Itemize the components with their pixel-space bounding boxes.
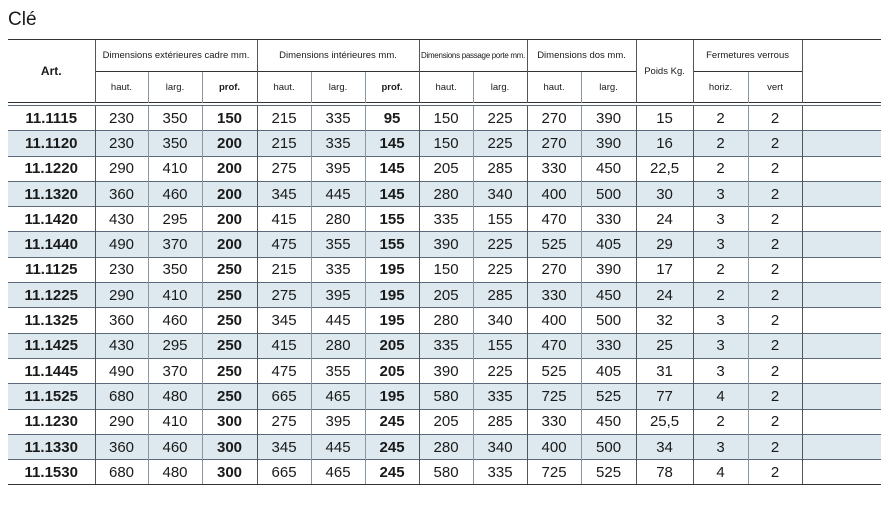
cell-door-haut: 150: [419, 257, 473, 282]
cell-lock-vert: 2: [748, 232, 802, 257]
cell-back-haut: 400: [527, 308, 581, 333]
cell-door-larg: 225: [473, 257, 527, 282]
table-row: [8, 283, 881, 308]
header-int-haut: haut.: [257, 72, 311, 103]
table-row: [8, 207, 881, 232]
cell-empty: [802, 460, 881, 485]
cell-int-larg: 280: [311, 333, 365, 358]
table-row: [8, 384, 881, 409]
cell-weight: 25: [636, 333, 693, 358]
cell-back-larg: 525: [581, 460, 636, 485]
cell-door-haut: 280: [419, 434, 473, 459]
cell-lock-horiz: 4: [693, 460, 748, 485]
cell-ext-larg: 295: [148, 207, 202, 232]
cell-door-larg: 340: [473, 181, 527, 206]
cell-lock-vert: 2: [748, 106, 802, 131]
cell-ext-prof: 250: [202, 333, 257, 358]
cell-back-larg: 390: [581, 106, 636, 131]
header-lock-vert: vert: [748, 72, 802, 103]
cell-lock-vert: 2: [748, 181, 802, 206]
cell-back-larg: 500: [581, 434, 636, 459]
cell-lock-horiz: 3: [693, 232, 748, 257]
cell-empty: [802, 358, 881, 383]
cell-empty: [802, 106, 881, 131]
cell-weight: 24: [636, 207, 693, 232]
cell-int-larg: 445: [311, 434, 365, 459]
cell-door-larg: 225: [473, 358, 527, 383]
cell-back-haut: 270: [527, 257, 581, 282]
cell-int-prof: 205: [365, 358, 419, 383]
cell-int-prof: 195: [365, 308, 419, 333]
cell-weight: 34: [636, 434, 693, 459]
cell-empty: [802, 181, 881, 206]
cell-empty: [802, 384, 881, 409]
cell-door-larg: 285: [473, 409, 527, 434]
cell-door-larg: 285: [473, 156, 527, 181]
cell-ext-haut: 680: [95, 384, 148, 409]
cell-int-larg: 445: [311, 308, 365, 333]
cell-int-larg: 395: [311, 156, 365, 181]
cell-ext-prof: 250: [202, 384, 257, 409]
cell-ext-prof: 300: [202, 434, 257, 459]
header-back-haut: haut.: [527, 72, 581, 103]
cell-int-larg: 335: [311, 257, 365, 282]
cell-lock-horiz: 4: [693, 384, 748, 409]
cell-door-larg: 225: [473, 106, 527, 131]
cell-ext-larg: 410: [148, 283, 202, 308]
cell-ext-haut: 430: [95, 207, 148, 232]
cell-int-prof: 155: [365, 232, 419, 257]
cell-lock-horiz: 3: [693, 308, 748, 333]
cell-back-haut: 725: [527, 384, 581, 409]
cell-lock-vert: 2: [748, 257, 802, 282]
cell-ext-haut: 490: [95, 358, 148, 383]
table-row: [8, 409, 881, 434]
cell-door-haut: 205: [419, 283, 473, 308]
cell-lock-horiz: 2: [693, 156, 748, 181]
cell-lock-vert: 2: [748, 333, 802, 358]
cell-weight: 24: [636, 283, 693, 308]
cell-ext-larg: 295: [148, 333, 202, 358]
cell-art: 11.1115: [8, 106, 95, 131]
cell-ext-haut: 360: [95, 434, 148, 459]
cell-ext-prof: 200: [202, 181, 257, 206]
cell-lock-vert: 2: [748, 131, 802, 156]
cell-weight: 17: [636, 257, 693, 282]
table-row: [8, 460, 881, 485]
header-weight: Poids Kg.: [636, 40, 693, 103]
cell-door-larg: 335: [473, 384, 527, 409]
table-row: [8, 106, 881, 131]
cell-int-haut: 475: [257, 232, 311, 257]
header-door-haut: haut.: [419, 72, 473, 103]
cell-door-haut: 335: [419, 333, 473, 358]
cell-lock-vert: 2: [748, 308, 802, 333]
cell-back-haut: 525: [527, 232, 581, 257]
cell-ext-haut: 230: [95, 257, 148, 282]
cell-int-prof: 245: [365, 409, 419, 434]
cell-art: 11.1440: [8, 232, 95, 257]
cell-art: 11.1320: [8, 181, 95, 206]
cell-int-haut: 345: [257, 434, 311, 459]
cell-door-haut: 205: [419, 156, 473, 181]
cell-empty: [802, 207, 881, 232]
cell-door-haut: 150: [419, 131, 473, 156]
cell-back-haut: 330: [527, 283, 581, 308]
cell-lock-vert: 2: [748, 358, 802, 383]
cell-art: 11.1525: [8, 384, 95, 409]
cell-back-haut: 725: [527, 460, 581, 485]
table-row: [8, 333, 881, 358]
cell-lock-horiz: 2: [693, 131, 748, 156]
cell-lock-horiz: 3: [693, 358, 748, 383]
table-body: [8, 106, 881, 485]
cell-door-larg: 335: [473, 460, 527, 485]
cell-int-larg: 335: [311, 106, 365, 131]
header-back-larg: larg.: [581, 72, 636, 103]
cell-lock-horiz: 2: [693, 106, 748, 131]
cell-int-larg: 355: [311, 358, 365, 383]
cell-ext-larg: 410: [148, 156, 202, 181]
cell-ext-prof: 250: [202, 308, 257, 333]
header-group-back: Dimensions dos mm.: [527, 40, 636, 72]
cell-door-haut: 280: [419, 181, 473, 206]
cell-int-larg: 335: [311, 131, 365, 156]
cell-ext-larg: 370: [148, 232, 202, 257]
cell-art: 11.1425: [8, 333, 95, 358]
cell-lock-vert: 2: [748, 434, 802, 459]
cell-ext-prof: 200: [202, 131, 257, 156]
cell-door-larg: 225: [473, 131, 527, 156]
cell-int-haut: 275: [257, 409, 311, 434]
cell-int-haut: 275: [257, 156, 311, 181]
cell-lock-vert: 2: [748, 384, 802, 409]
spec-table: [8, 39, 881, 485]
cell-int-larg: 355: [311, 232, 365, 257]
cell-empty: [802, 131, 881, 156]
cell-door-haut: 205: [419, 409, 473, 434]
cell-back-haut: 400: [527, 434, 581, 459]
cell-back-larg: 450: [581, 283, 636, 308]
cell-lock-horiz: 2: [693, 257, 748, 282]
table-row: [8, 308, 881, 333]
cell-back-haut: 525: [527, 358, 581, 383]
cell-int-haut: 215: [257, 106, 311, 131]
cell-weight: 25,5: [636, 409, 693, 434]
cell-door-haut: 390: [419, 358, 473, 383]
cell-back-larg: 525: [581, 384, 636, 409]
cell-door-haut: 335: [419, 207, 473, 232]
cell-weight: 32: [636, 308, 693, 333]
cell-int-larg: 445: [311, 181, 365, 206]
table-row: [8, 131, 881, 156]
cell-ext-haut: 490: [95, 232, 148, 257]
cell-ext-prof: 300: [202, 409, 257, 434]
cell-weight: 22,5: [636, 156, 693, 181]
cell-ext-prof: 250: [202, 257, 257, 282]
cell-ext-larg: 350: [148, 106, 202, 131]
cell-weight: 31: [636, 358, 693, 383]
cell-art: 11.1530: [8, 460, 95, 485]
cell-ext-haut: 680: [95, 460, 148, 485]
header-int-larg: larg.: [311, 72, 365, 103]
cell-lock-vert: 2: [748, 156, 802, 181]
cell-back-larg: 500: [581, 181, 636, 206]
table-row: [8, 232, 881, 257]
cell-door-larg: 225: [473, 232, 527, 257]
cell-art: 11.1225: [8, 283, 95, 308]
cell-empty: [802, 156, 881, 181]
cell-back-haut: 270: [527, 131, 581, 156]
cell-int-prof: 145: [365, 156, 419, 181]
cell-int-prof: 195: [365, 257, 419, 282]
cell-art: 11.1325: [8, 308, 95, 333]
header-group-door-passage: Dimensions passage porte mm.: [419, 40, 527, 72]
cell-ext-haut: 290: [95, 409, 148, 434]
cell-back-haut: 270: [527, 106, 581, 131]
cell-ext-prof: 200: [202, 156, 257, 181]
cell-ext-larg: 460: [148, 434, 202, 459]
cell-art: 11.1230: [8, 409, 95, 434]
header-group-locks: Fermetures verrous: [693, 40, 802, 72]
cell-art: 11.1220: [8, 156, 95, 181]
cell-art: 11.1445: [8, 358, 95, 383]
cell-int-haut: 415: [257, 333, 311, 358]
cell-int-larg: 395: [311, 409, 365, 434]
cell-back-larg: 500: [581, 308, 636, 333]
cell-art: 11.1330: [8, 434, 95, 459]
cell-lock-vert: 2: [748, 409, 802, 434]
cell-weight: 78: [636, 460, 693, 485]
cell-back-larg: 330: [581, 207, 636, 232]
cell-int-prof: 145: [365, 131, 419, 156]
cell-ext-prof: 150: [202, 106, 257, 131]
cell-weight: 16: [636, 131, 693, 156]
cell-lock-horiz: 3: [693, 181, 748, 206]
cell-ext-prof: 200: [202, 207, 257, 232]
cell-ext-larg: 350: [148, 257, 202, 282]
cell-int-haut: 665: [257, 384, 311, 409]
cell-ext-haut: 430: [95, 333, 148, 358]
header-int-prof: prof.: [365, 72, 419, 103]
cell-back-haut: 400: [527, 181, 581, 206]
cell-ext-prof: 200: [202, 232, 257, 257]
page-title: Clé: [8, 9, 37, 30]
cell-int-haut: 215: [257, 131, 311, 156]
cell-back-larg: 390: [581, 257, 636, 282]
cell-int-prof: 205: [365, 333, 419, 358]
cell-int-prof: 195: [365, 384, 419, 409]
cell-int-prof: 195: [365, 283, 419, 308]
cell-ext-larg: 410: [148, 409, 202, 434]
cell-ext-larg: 480: [148, 384, 202, 409]
table-row: [8, 156, 881, 181]
cell-lock-vert: 2: [748, 460, 802, 485]
cell-int-larg: 465: [311, 384, 365, 409]
header-ext-larg: larg.: [148, 72, 202, 103]
cell-lock-horiz: 3: [693, 207, 748, 232]
cell-ext-larg: 480: [148, 460, 202, 485]
cell-empty: [802, 409, 881, 434]
cell-ext-haut: 290: [95, 156, 148, 181]
header-group-exterior: Dimensions extérieures cadre mm.: [95, 40, 257, 72]
cell-int-prof: 245: [365, 434, 419, 459]
cell-int-haut: 275: [257, 283, 311, 308]
cell-int-haut: 215: [257, 257, 311, 282]
cell-door-larg: 340: [473, 308, 527, 333]
cell-lock-horiz: 2: [693, 409, 748, 434]
cell-int-haut: 665: [257, 460, 311, 485]
table-row: [8, 434, 881, 459]
cell-art: 11.1420: [8, 207, 95, 232]
table-header: [8, 40, 881, 106]
cell-weight: 30: [636, 181, 693, 206]
cell-int-prof: 145: [365, 181, 419, 206]
cell-back-larg: 405: [581, 358, 636, 383]
cell-int-haut: 345: [257, 308, 311, 333]
cell-door-haut: 580: [419, 460, 473, 485]
header-ext-haut: haut.: [95, 72, 148, 103]
cell-door-haut: 580: [419, 384, 473, 409]
cell-ext-prof: 250: [202, 358, 257, 383]
cell-ext-larg: 460: [148, 181, 202, 206]
cell-back-larg: 390: [581, 131, 636, 156]
cell-empty: [802, 257, 881, 282]
cell-ext-prof: 250: [202, 283, 257, 308]
cell-lock-vert: 2: [748, 207, 802, 232]
cell-weight: 29: [636, 232, 693, 257]
cell-lock-vert: 2: [748, 283, 802, 308]
cell-ext-prof: 300: [202, 460, 257, 485]
cell-int-larg: 395: [311, 283, 365, 308]
cell-back-haut: 470: [527, 333, 581, 358]
cell-int-haut: 345: [257, 181, 311, 206]
table-row: [8, 181, 881, 206]
cell-lock-horiz: 2: [693, 283, 748, 308]
header-art: Art.: [8, 40, 95, 103]
cell-back-larg: 405: [581, 232, 636, 257]
cell-door-larg: 155: [473, 207, 527, 232]
cell-ext-haut: 230: [95, 106, 148, 131]
cell-ext-haut: 230: [95, 131, 148, 156]
cell-weight: 15: [636, 106, 693, 131]
header-group-interior: Dimensions intérieures mm.: [257, 40, 419, 72]
cell-back-larg: 450: [581, 409, 636, 434]
table-row: [8, 257, 881, 282]
cell-back-haut: 330: [527, 409, 581, 434]
cell-ext-larg: 460: [148, 308, 202, 333]
cell-int-haut: 475: [257, 358, 311, 383]
cell-ext-larg: 370: [148, 358, 202, 383]
cell-back-larg: 330: [581, 333, 636, 358]
cell-back-larg: 450: [581, 156, 636, 181]
table-row: [8, 358, 881, 383]
cell-back-haut: 470: [527, 207, 581, 232]
cell-empty: [802, 333, 881, 358]
cell-empty: [802, 434, 881, 459]
cell-empty: [802, 232, 881, 257]
cell-ext-larg: 350: [148, 131, 202, 156]
cell-door-haut: 280: [419, 308, 473, 333]
cell-door-haut: 390: [419, 232, 473, 257]
cell-door-haut: 150: [419, 106, 473, 131]
cell-int-prof: 245: [365, 460, 419, 485]
cell-lock-horiz: 3: [693, 434, 748, 459]
cell-int-prof: 95: [365, 106, 419, 131]
header-lock-horiz: horiz.: [693, 72, 748, 103]
cell-ext-haut: 290: [95, 283, 148, 308]
cell-door-larg: 155: [473, 333, 527, 358]
cell-back-haut: 330: [527, 156, 581, 181]
header-door-larg: larg.: [473, 72, 527, 103]
cell-ext-haut: 360: [95, 308, 148, 333]
cell-art: 11.1125: [8, 257, 95, 282]
cell-door-larg: 340: [473, 434, 527, 459]
header-ext-prof: prof.: [202, 72, 257, 103]
cell-lock-horiz: 3: [693, 333, 748, 358]
header-empty: [802, 40, 881, 103]
cell-ext-haut: 360: [95, 181, 148, 206]
cell-empty: [802, 283, 881, 308]
cell-empty: [802, 308, 881, 333]
cell-int-haut: 415: [257, 207, 311, 232]
cell-int-prof: 155: [365, 207, 419, 232]
cell-int-larg: 465: [311, 460, 365, 485]
cell-art: 11.1120: [8, 131, 95, 156]
cell-weight: 77: [636, 384, 693, 409]
cell-int-larg: 280: [311, 207, 365, 232]
cell-door-larg: 285: [473, 283, 527, 308]
